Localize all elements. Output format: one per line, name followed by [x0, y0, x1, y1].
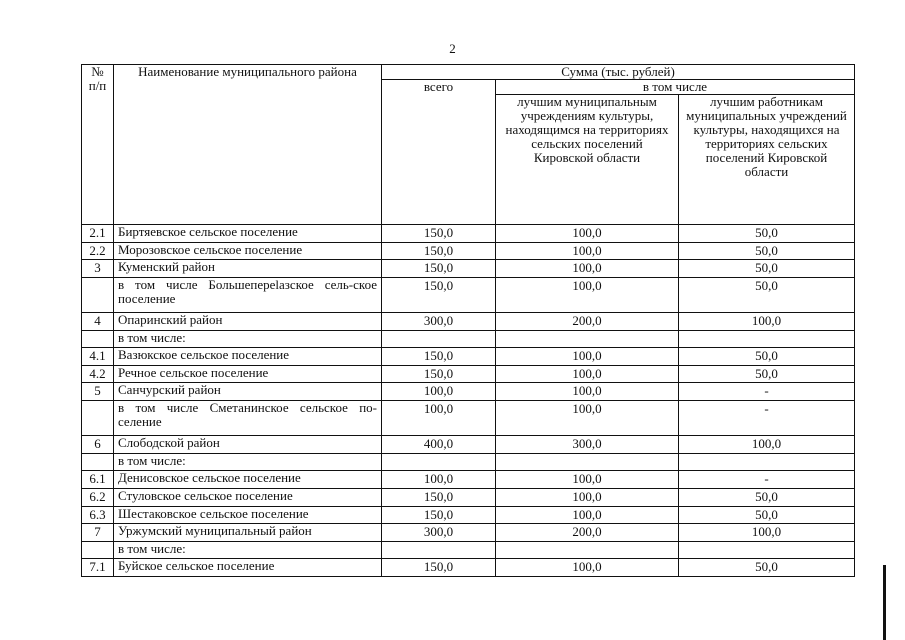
table-row [82, 471, 855, 489]
table-row [82, 365, 855, 383]
row-institutions [496, 453, 679, 471]
row-number [82, 541, 114, 559]
row-institutions: 100,0 [496, 225, 679, 243]
row-workers: 50,0 [679, 225, 855, 243]
row-name: Куменский район [114, 260, 382, 278]
table-row [82, 559, 855, 577]
row-institutions: 100,0 [496, 348, 679, 366]
header-sum: Сумма (тыс. рублей) [382, 65, 855, 80]
row-total: 400,0 [382, 436, 496, 454]
row-name: в том числе: [114, 541, 382, 559]
row-total: 150,0 [382, 365, 496, 383]
row-workers [679, 453, 855, 471]
table-row [82, 506, 855, 524]
row-institutions: 100,0 [496, 400, 679, 435]
row-workers: 50,0 [679, 260, 855, 278]
row-number: 5 [82, 383, 114, 401]
header-including: в том числе [496, 80, 855, 95]
row-total: 150,0 [382, 506, 496, 524]
row-name: Шестаковское сельское поселение [114, 506, 382, 524]
table-row [82, 400, 855, 435]
row-institutions: 100,0 [496, 488, 679, 506]
row-total: 150,0 [382, 225, 496, 243]
row-institutions: 100,0 [496, 559, 679, 577]
header-num: № п/п [82, 65, 114, 225]
header-name: Наименование муниципального района [114, 65, 382, 225]
table-row [82, 348, 855, 366]
row-number: 2.1 [82, 225, 114, 243]
row-workers [679, 541, 855, 559]
row-number: 6.2 [82, 488, 114, 506]
page-number: 2 [449, 41, 456, 56]
margin-bar [883, 565, 886, 640]
row-name: Опаринский район [114, 312, 382, 330]
table-row [82, 225, 855, 243]
row-name: Слободской район [114, 436, 382, 454]
row-number: 4 [82, 312, 114, 330]
table-row [82, 260, 855, 278]
row-workers: 100,0 [679, 524, 855, 542]
row-total: 150,0 [382, 488, 496, 506]
row-institutions: 100,0 [496, 471, 679, 489]
row-number: 6.3 [82, 506, 114, 524]
table-row [82, 312, 855, 330]
row-total: 100,0 [382, 400, 496, 435]
row-institutions: 200,0 [496, 524, 679, 542]
row-number: 7 [82, 524, 114, 542]
row-workers [679, 330, 855, 348]
row-total [382, 453, 496, 471]
row-name: Буйское сельское поселение [114, 559, 382, 577]
row-total: 150,0 [382, 277, 496, 312]
row-workers: 50,0 [679, 277, 855, 312]
row-institutions [496, 330, 679, 348]
table-row [82, 524, 855, 542]
row-name: Биртяевское сельское поселение [114, 225, 382, 243]
row-number: 3 [82, 260, 114, 278]
row-workers: - [679, 383, 855, 401]
row-total: 150,0 [382, 242, 496, 260]
header-workers: лучшим работникам муниципальных учреждений культуры, находящихся на территориях сельских поселений Кировской области [679, 95, 855, 225]
row-institutions [496, 541, 679, 559]
table-body [82, 225, 855, 577]
row-workers: 50,0 [679, 559, 855, 577]
row-number [82, 277, 114, 312]
row-name: Речное сельское поселение [114, 365, 382, 383]
row-name: в том числе Большепереlазское сель-ское поселение [114, 277, 382, 312]
row-total [382, 541, 496, 559]
header-total: всего [382, 80, 496, 225]
table-row [82, 541, 855, 559]
row-workers: 50,0 [679, 242, 855, 260]
row-workers: 50,0 [679, 488, 855, 506]
row-total: 150,0 [382, 260, 496, 278]
row-name: Санчурский район [114, 383, 382, 401]
row-workers: 50,0 [679, 365, 855, 383]
table-row [82, 383, 855, 401]
row-number: 7.1 [82, 559, 114, 577]
table-row [82, 488, 855, 506]
row-workers: 50,0 [679, 348, 855, 366]
row-name: Денисовское сельское поселение [114, 471, 382, 489]
row-name: в том числе Сметанинское сельское по-селение [114, 400, 382, 435]
row-total [382, 330, 496, 348]
row-workers: 50,0 [679, 506, 855, 524]
row-institutions: 100,0 [496, 260, 679, 278]
row-institutions: 100,0 [496, 242, 679, 260]
row-number: 4.2 [82, 365, 114, 383]
row-total: 100,0 [382, 471, 496, 489]
row-name: в том числе: [114, 330, 382, 348]
table-row [82, 436, 855, 454]
row-total: 300,0 [382, 524, 496, 542]
row-name: Вазюкское сельское поселение [114, 348, 382, 366]
row-workers: - [679, 400, 855, 435]
row-total: 150,0 [382, 348, 496, 366]
row-total: 100,0 [382, 383, 496, 401]
row-number: 2.2 [82, 242, 114, 260]
table-row [82, 242, 855, 260]
row-total: 300,0 [382, 312, 496, 330]
row-total: 150,0 [382, 559, 496, 577]
row-institutions: 100,0 [496, 277, 679, 312]
row-number [82, 330, 114, 348]
row-institutions: 200,0 [496, 312, 679, 330]
row-number: 6 [82, 436, 114, 454]
row-name: Уржумский муниципальный район [114, 524, 382, 542]
row-name: Стуловское сельское поселение [114, 488, 382, 506]
table-row [82, 453, 855, 471]
table-row [82, 330, 855, 348]
row-name: Морозовское сельское поселение [114, 242, 382, 260]
row-institutions: 100,0 [496, 383, 679, 401]
row-name: в том числе: [114, 453, 382, 471]
row-institutions: 100,0 [496, 506, 679, 524]
row-number [82, 400, 114, 435]
row-number: 6.1 [82, 471, 114, 489]
row-workers: 100,0 [679, 312, 855, 330]
row-number [82, 453, 114, 471]
budget-table [81, 64, 855, 577]
row-institutions: 300,0 [496, 436, 679, 454]
row-workers: - [679, 471, 855, 489]
row-number: 4.1 [82, 348, 114, 366]
row-institutions: 100,0 [496, 365, 679, 383]
row-workers: 100,0 [679, 436, 855, 454]
header-institutions: лучшим муниципальным учреждениям культуры, находящимся на территориях сельских поселений Кировской области [496, 95, 679, 225]
table-row [82, 277, 855, 312]
